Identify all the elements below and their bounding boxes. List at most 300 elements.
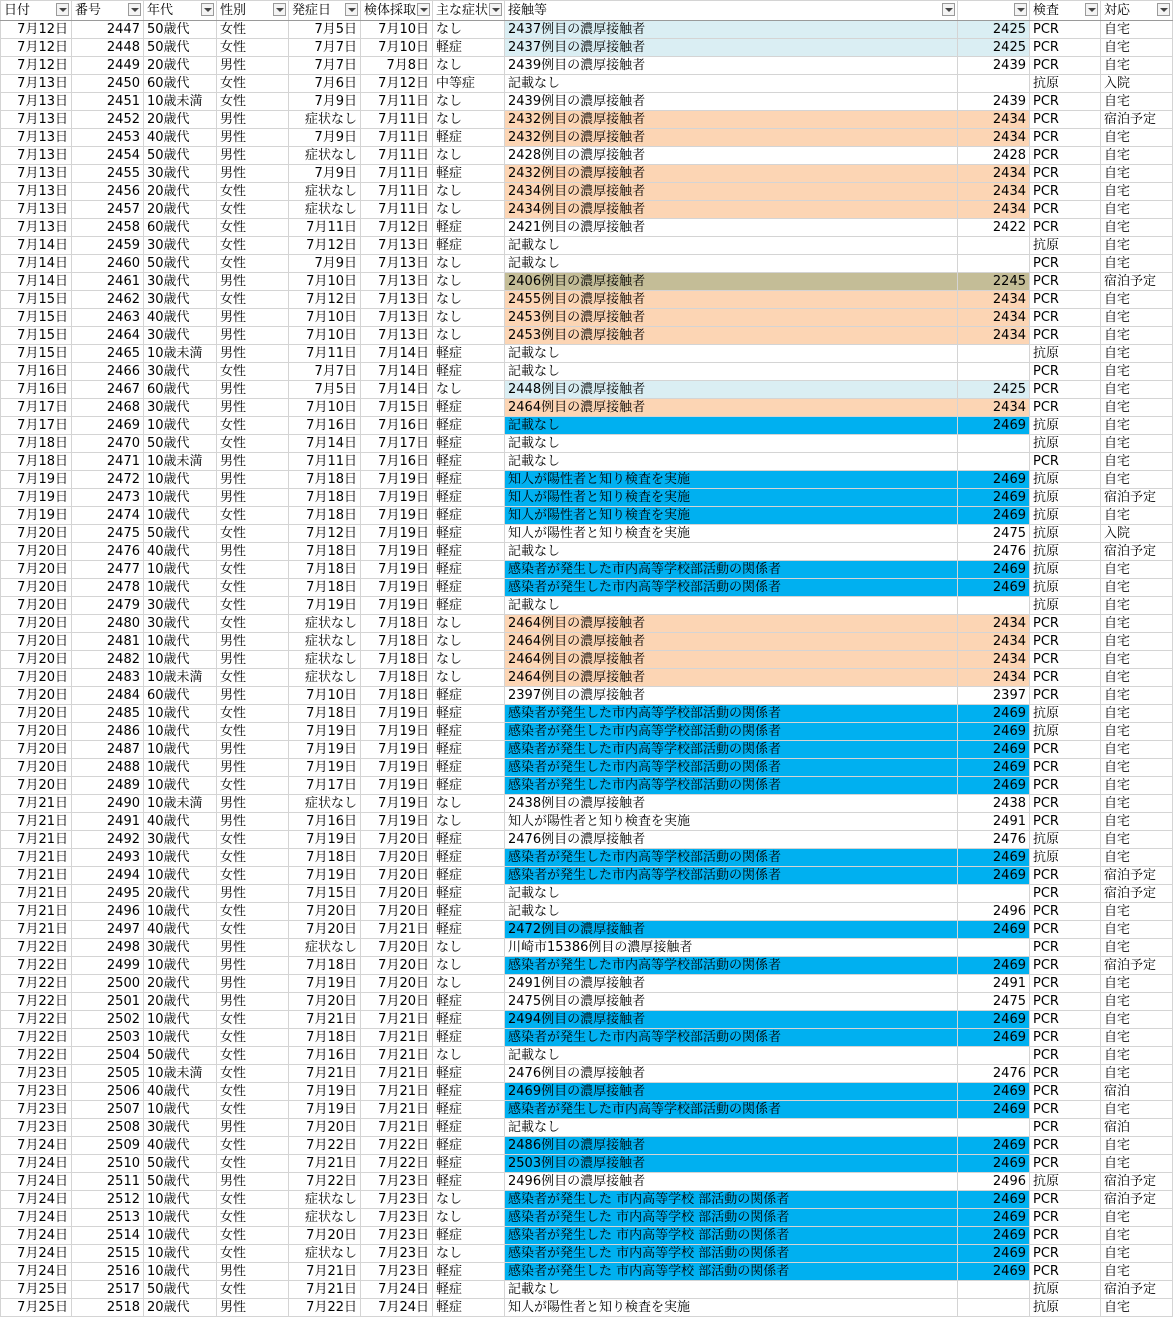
- cell-ref[interactable]: 2491: [958, 813, 1030, 831]
- cell-number[interactable]: 2497: [72, 921, 144, 939]
- cell-age[interactable]: 10歳代: [144, 1227, 217, 1245]
- cell-sample-date[interactable]: 7月13日: [361, 273, 433, 291]
- cell-sample-date[interactable]: 7月23日: [361, 1245, 433, 1263]
- cell-test[interactable]: PCR: [1030, 453, 1101, 471]
- cell-number[interactable]: 2512: [72, 1191, 144, 1209]
- cell-test[interactable]: PCR: [1030, 1245, 1101, 1263]
- cell-contact[interactable]: 2494例目の濃厚接触者: [505, 1011, 958, 1029]
- cell-response[interactable]: 自宅: [1101, 795, 1173, 813]
- cell-sex[interactable]: 男性: [217, 489, 289, 507]
- cell-age[interactable]: 40歳代: [144, 309, 217, 327]
- cell-number[interactable]: 2516: [72, 1263, 144, 1281]
- cell-symptom[interactable]: なし: [433, 57, 505, 75]
- cell-response[interactable]: 宿泊予定: [1101, 111, 1173, 129]
- cell-sample-date[interactable]: 7月18日: [361, 615, 433, 633]
- cell-contact[interactable]: 感染者が発生した市内高等学校部活動の関係者: [505, 849, 958, 867]
- cell-contact[interactable]: 感染者が発生した市内高等学校部活動の関係者: [505, 561, 958, 579]
- cell-ref[interactable]: [958, 597, 1030, 615]
- cell-sex[interactable]: 男性: [217, 1299, 289, 1317]
- cell-sex[interactable]: 女性: [217, 1191, 289, 1209]
- cell-date[interactable]: 7月22日: [1, 1047, 72, 1065]
- cell-sex[interactable]: 女性: [217, 21, 289, 39]
- cell-response[interactable]: 入院: [1101, 525, 1173, 543]
- cell-number[interactable]: 2515: [72, 1245, 144, 1263]
- cell-contact[interactable]: 2438例目の濃厚接触者: [505, 795, 958, 813]
- cell-ref[interactable]: [958, 363, 1030, 381]
- cell-ref[interactable]: 2434: [958, 615, 1030, 633]
- cell-onset[interactable]: 症状なし: [289, 633, 361, 651]
- cell-date[interactable]: 7月20日: [1, 651, 72, 669]
- cell-age[interactable]: 10歳代: [144, 633, 217, 651]
- cell-ref[interactable]: 2469: [958, 1155, 1030, 1173]
- cell-contact[interactable]: 記載なし: [505, 1047, 958, 1065]
- cell-sex[interactable]: 男性: [217, 147, 289, 165]
- cell-contact[interactable]: 2432例目の濃厚接触者: [505, 129, 958, 147]
- cell-date[interactable]: 7月12日: [1, 21, 72, 39]
- cell-onset[interactable]: 7月22日: [289, 1137, 361, 1155]
- cell-test[interactable]: PCR: [1030, 975, 1101, 993]
- cell-onset[interactable]: 症状なし: [289, 1245, 361, 1263]
- cell-response[interactable]: 自宅: [1101, 669, 1173, 687]
- cell-sample-date[interactable]: 7月13日: [361, 237, 433, 255]
- cell-date[interactable]: 7月20日: [1, 669, 72, 687]
- cell-date[interactable]: 7月21日: [1, 867, 72, 885]
- cell-contact[interactable]: 2437例目の濃厚接触者: [505, 21, 958, 39]
- cell-number[interactable]: 2501: [72, 993, 144, 1011]
- cell-contact[interactable]: 2453例目の濃厚接触者: [505, 327, 958, 345]
- cell-response[interactable]: 入院: [1101, 75, 1173, 93]
- cell-sex[interactable]: 女性: [217, 183, 289, 201]
- cell-symptom[interactable]: なし: [433, 327, 505, 345]
- cell-sample-date[interactable]: 7月19日: [361, 561, 433, 579]
- cell-ref[interactable]: 2469: [958, 1137, 1030, 1155]
- cell-ref[interactable]: 2469: [958, 723, 1030, 741]
- cell-sex[interactable]: 男性: [217, 741, 289, 759]
- cell-sample-date[interactable]: 7月19日: [361, 795, 433, 813]
- cell-response[interactable]: 自宅: [1101, 903, 1173, 921]
- cell-onset[interactable]: 7月19日: [289, 831, 361, 849]
- cell-sample-date[interactable]: 7月20日: [361, 993, 433, 1011]
- cell-sample-date[interactable]: 7月19日: [361, 777, 433, 795]
- cell-age[interactable]: 10歳代: [144, 507, 217, 525]
- cell-symptom[interactable]: なし: [433, 615, 505, 633]
- cell-response[interactable]: 自宅: [1101, 39, 1173, 57]
- cell-number[interactable]: 2511: [72, 1173, 144, 1191]
- cell-contact[interactable]: 2464例目の濃厚接触者: [505, 669, 958, 687]
- cell-age[interactable]: 30歳代: [144, 615, 217, 633]
- cell-date[interactable]: 7月24日: [1, 1227, 72, 1245]
- cell-sample-date[interactable]: 7月15日: [361, 399, 433, 417]
- cell-response[interactable]: 自宅: [1101, 921, 1173, 939]
- cell-test[interactable]: PCR: [1030, 1137, 1101, 1155]
- cell-number[interactable]: 2485: [72, 705, 144, 723]
- cell-age[interactable]: 10歳代: [144, 903, 217, 921]
- cell-contact[interactable]: 感染者が発生した市内高等学校部活動の関係者: [505, 1029, 958, 1047]
- cell-symptom[interactable]: なし: [433, 813, 505, 831]
- cell-contact[interactable]: 2486例目の濃厚接触者: [505, 1137, 958, 1155]
- cell-sample-date[interactable]: 7月19日: [361, 759, 433, 777]
- cell-test[interactable]: 抗原: [1030, 597, 1101, 615]
- cell-age[interactable]: 30歳代: [144, 327, 217, 345]
- cell-number[interactable]: 2484: [72, 687, 144, 705]
- cell-test[interactable]: PCR: [1030, 1209, 1101, 1227]
- cell-date[interactable]: 7月21日: [1, 903, 72, 921]
- cell-ref[interactable]: 2434: [958, 399, 1030, 417]
- cell-number[interactable]: 2463: [72, 309, 144, 327]
- cell-onset[interactable]: 7月10日: [289, 327, 361, 345]
- cell-onset[interactable]: 7月9日: [289, 93, 361, 111]
- cell-sex[interactable]: 男性: [217, 543, 289, 561]
- cell-onset[interactable]: 7月21日: [289, 1155, 361, 1173]
- cell-response[interactable]: 宿泊予定: [1101, 867, 1173, 885]
- cell-sample-date[interactable]: 7月23日: [361, 1263, 433, 1281]
- cell-onset[interactable]: 7月19日: [289, 1083, 361, 1101]
- cell-ref[interactable]: 2434: [958, 327, 1030, 345]
- cell-response[interactable]: 自宅: [1101, 561, 1173, 579]
- cell-symptom[interactable]: なし: [433, 309, 505, 327]
- cell-contact[interactable]: 記載なし: [505, 1281, 958, 1299]
- cell-date[interactable]: 7月20日: [1, 543, 72, 561]
- cell-number[interactable]: 2465: [72, 345, 144, 363]
- cell-symptom[interactable]: 軽症: [433, 1065, 505, 1083]
- cell-age[interactable]: 60歳代: [144, 219, 217, 237]
- cell-contact[interactable]: 2503例目の濃厚接触者: [505, 1155, 958, 1173]
- cell-date[interactable]: 7月15日: [1, 291, 72, 309]
- cell-response[interactable]: 自宅: [1101, 849, 1173, 867]
- cell-date[interactable]: 7月20日: [1, 615, 72, 633]
- cell-sample-date[interactable]: 7月13日: [361, 309, 433, 327]
- cell-ref[interactable]: 2469: [958, 777, 1030, 795]
- cell-date[interactable]: 7月22日: [1, 993, 72, 1011]
- cell-number[interactable]: 2499: [72, 957, 144, 975]
- header-sample-date[interactable]: [361, 1, 433, 21]
- cell-contact[interactable]: 2432例目の濃厚接触者: [505, 165, 958, 183]
- cell-ref[interactable]: [958, 1281, 1030, 1299]
- cell-sex[interactable]: 女性: [217, 1227, 289, 1245]
- cell-onset[interactable]: 7月18日: [289, 1029, 361, 1047]
- header-symptom[interactable]: [433, 1, 505, 21]
- cell-test[interactable]: PCR: [1030, 57, 1101, 75]
- cell-ref[interactable]: 2475: [958, 993, 1030, 1011]
- cell-symptom[interactable]: なし: [433, 795, 505, 813]
- cell-contact[interactable]: 感染者が発生した市内高等学校部活動の関係者: [505, 579, 958, 597]
- cell-sample-date[interactable]: 7月11日: [361, 111, 433, 129]
- filter-dropdown-icon[interactable]: [1085, 3, 1098, 16]
- cell-response[interactable]: 自宅: [1101, 1065, 1173, 1083]
- cell-response[interactable]: 宿泊予定: [1101, 1281, 1173, 1299]
- cell-contact[interactable]: 2476例目の濃厚接触者: [505, 1065, 958, 1083]
- cell-contact[interactable]: 2421例目の濃厚接触者: [505, 219, 958, 237]
- cell-date[interactable]: 7月15日: [1, 309, 72, 327]
- cell-contact[interactable]: 2439例目の濃厚接触者: [505, 57, 958, 75]
- cell-contact[interactable]: 2464例目の濃厚接触者: [505, 399, 958, 417]
- cell-test[interactable]: 抗原: [1030, 345, 1101, 363]
- cell-number[interactable]: 2500: [72, 975, 144, 993]
- cell-date[interactable]: 7月18日: [1, 435, 72, 453]
- cell-symptom[interactable]: 軽症: [433, 921, 505, 939]
- cell-date[interactable]: 7月15日: [1, 327, 72, 345]
- cell-response[interactable]: 自宅: [1101, 471, 1173, 489]
- cell-sample-date[interactable]: 7月19日: [361, 507, 433, 525]
- cell-symptom[interactable]: なし: [433, 957, 505, 975]
- cell-age[interactable]: 30歳代: [144, 291, 217, 309]
- filter-dropdown-icon[interactable]: [56, 3, 69, 16]
- cell-age[interactable]: 10歳未満: [144, 453, 217, 471]
- cell-number[interactable]: 2451: [72, 93, 144, 111]
- cell-response[interactable]: 自宅: [1101, 327, 1173, 345]
- cell-sample-date[interactable]: 7月24日: [361, 1299, 433, 1317]
- cell-ref[interactable]: [958, 75, 1030, 93]
- filter-dropdown-icon[interactable]: [345, 3, 358, 16]
- cell-test[interactable]: PCR: [1030, 903, 1101, 921]
- cell-contact[interactable]: 川崎市15386例目の濃厚接触者: [505, 939, 958, 957]
- cell-number[interactable]: 2481: [72, 633, 144, 651]
- cell-contact[interactable]: 記載なし: [505, 363, 958, 381]
- cell-test[interactable]: PCR: [1030, 21, 1101, 39]
- cell-sample-date[interactable]: 7月18日: [361, 633, 433, 651]
- cell-symptom[interactable]: 軽症: [433, 1227, 505, 1245]
- cell-onset[interactable]: 7月19日: [289, 759, 361, 777]
- cell-age[interactable]: 50歳代: [144, 1173, 217, 1191]
- cell-date[interactable]: 7月20日: [1, 597, 72, 615]
- cell-number[interactable]: 2505: [72, 1065, 144, 1083]
- cell-age[interactable]: 30歳代: [144, 273, 217, 291]
- cell-contact[interactable]: 感染者が発生した 市内高等学校 部活動の関係者: [505, 1245, 958, 1263]
- cell-test[interactable]: PCR: [1030, 759, 1101, 777]
- cell-number[interactable]: 2514: [72, 1227, 144, 1245]
- cell-onset[interactable]: 7月18日: [289, 543, 361, 561]
- cell-sample-date[interactable]: 7月20日: [361, 867, 433, 885]
- cell-response[interactable]: 自宅: [1101, 687, 1173, 705]
- cell-symptom[interactable]: なし: [433, 651, 505, 669]
- cell-date[interactable]: 7月24日: [1, 1263, 72, 1281]
- cell-age[interactable]: 30歳代: [144, 363, 217, 381]
- cell-symptom[interactable]: 軽症: [433, 345, 505, 363]
- cell-test[interactable]: PCR: [1030, 1047, 1101, 1065]
- cell-sample-date[interactable]: 7月21日: [361, 1119, 433, 1137]
- cell-test[interactable]: 抗原: [1030, 705, 1101, 723]
- cell-age[interactable]: 30歳代: [144, 831, 217, 849]
- cell-age[interactable]: 10歳代: [144, 1029, 217, 1047]
- cell-test[interactable]: 抗原: [1030, 435, 1101, 453]
- cell-onset[interactable]: 7月18日: [289, 561, 361, 579]
- cell-symptom[interactable]: 軽症: [433, 471, 505, 489]
- cell-onset[interactable]: 7月19日: [289, 723, 361, 741]
- cell-contact[interactable]: 2469例目の濃厚接触者: [505, 1083, 958, 1101]
- cell-response[interactable]: 自宅: [1101, 435, 1173, 453]
- cell-sample-date[interactable]: 7月23日: [361, 1209, 433, 1227]
- cell-date[interactable]: 7月21日: [1, 921, 72, 939]
- cell-ref[interactable]: 2469: [958, 1263, 1030, 1281]
- cell-response[interactable]: 自宅: [1101, 831, 1173, 849]
- cell-ref[interactable]: 2425: [958, 381, 1030, 399]
- cell-sample-date[interactable]: 7月20日: [361, 957, 433, 975]
- cell-date[interactable]: 7月12日: [1, 57, 72, 75]
- cell-response[interactable]: 自宅: [1101, 579, 1173, 597]
- cell-sex[interactable]: 女性: [217, 1155, 289, 1173]
- cell-sex[interactable]: 女性: [217, 219, 289, 237]
- cell-test[interactable]: 抗原: [1030, 417, 1101, 435]
- cell-response[interactable]: 宿泊予定: [1101, 957, 1173, 975]
- cell-test[interactable]: PCR: [1030, 1263, 1101, 1281]
- cell-onset[interactable]: 7月21日: [289, 1281, 361, 1299]
- cell-ref[interactable]: 2469: [958, 1011, 1030, 1029]
- cell-onset[interactable]: 症状なし: [289, 201, 361, 219]
- filter-dropdown-icon[interactable]: [201, 3, 214, 16]
- cell-number[interactable]: 2464: [72, 327, 144, 345]
- cell-response[interactable]: 自宅: [1101, 1263, 1173, 1281]
- cell-contact[interactable]: 2437例目の濃厚接触者: [505, 39, 958, 57]
- cell-symptom[interactable]: なし: [433, 633, 505, 651]
- cell-sample-date[interactable]: 7月18日: [361, 687, 433, 705]
- cell-response[interactable]: 自宅: [1101, 183, 1173, 201]
- cell-test[interactable]: PCR: [1030, 219, 1101, 237]
- cell-sex[interactable]: 女性: [217, 525, 289, 543]
- filter-dropdown-icon[interactable]: [417, 3, 430, 16]
- cell-symptom[interactable]: 軽症: [433, 1263, 505, 1281]
- cell-sample-date[interactable]: 7月13日: [361, 255, 433, 273]
- header-test[interactable]: [1030, 1, 1101, 21]
- cell-sample-date[interactable]: 7月11日: [361, 201, 433, 219]
- cell-sex[interactable]: 女性: [217, 849, 289, 867]
- cell-ref[interactable]: 2469: [958, 1083, 1030, 1101]
- header-contact[interactable]: [505, 1, 958, 21]
- cell-sex[interactable]: 女性: [217, 1065, 289, 1083]
- cell-ref[interactable]: 2496: [958, 1173, 1030, 1191]
- cell-ref[interactable]: 2476: [958, 831, 1030, 849]
- cell-symptom[interactable]: 軽症: [433, 237, 505, 255]
- cell-sample-date[interactable]: 7月8日: [361, 57, 433, 75]
- cell-number[interactable]: 2517: [72, 1281, 144, 1299]
- cell-onset[interactable]: 7月16日: [289, 813, 361, 831]
- cell-sex[interactable]: 男性: [217, 957, 289, 975]
- cell-age[interactable]: 20歳代: [144, 1299, 217, 1317]
- header-sex[interactable]: [217, 1, 289, 21]
- cell-response[interactable]: 自宅: [1101, 1299, 1173, 1317]
- cell-contact[interactable]: 知人が陽性者と知り検査を実施: [505, 813, 958, 831]
- cell-sex[interactable]: 男性: [217, 1263, 289, 1281]
- cell-test[interactable]: PCR: [1030, 687, 1101, 705]
- cell-number[interactable]: 2513: [72, 1209, 144, 1227]
- cell-symptom[interactable]: 軽症: [433, 417, 505, 435]
- cell-sex[interactable]: 男性: [217, 633, 289, 651]
- cell-symptom[interactable]: 軽症: [433, 1137, 505, 1155]
- cell-ref[interactable]: 2469: [958, 1191, 1030, 1209]
- cell-onset[interactable]: 7月18日: [289, 489, 361, 507]
- cell-date[interactable]: 7月13日: [1, 219, 72, 237]
- cell-symptom[interactable]: 軽症: [433, 399, 505, 417]
- cell-symptom[interactable]: 軽症: [433, 453, 505, 471]
- cell-response[interactable]: 自宅: [1101, 615, 1173, 633]
- cell-sample-date[interactable]: 7月19日: [361, 579, 433, 597]
- filter-dropdown-icon[interactable]: [128, 3, 141, 16]
- cell-age[interactable]: 10歳代: [144, 579, 217, 597]
- cell-contact[interactable]: 感染者が発生した市内高等学校部活動の関係者: [505, 759, 958, 777]
- cell-test[interactable]: PCR: [1030, 1119, 1101, 1137]
- cell-contact[interactable]: 記載なし: [505, 75, 958, 93]
- cell-ref[interactable]: 2491: [958, 975, 1030, 993]
- cell-date[interactable]: 7月16日: [1, 363, 72, 381]
- cell-contact[interactable]: 2428例目の濃厚接触者: [505, 147, 958, 165]
- cell-number[interactable]: 2454: [72, 147, 144, 165]
- cell-date[interactable]: 7月24日: [1, 1209, 72, 1227]
- cell-contact[interactable]: 2464例目の濃厚接触者: [505, 615, 958, 633]
- cell-test[interactable]: 抗原: [1030, 561, 1101, 579]
- cell-sex[interactable]: 男性: [217, 759, 289, 777]
- cell-onset[interactable]: 7月10日: [289, 687, 361, 705]
- cell-sample-date[interactable]: 7月22日: [361, 1137, 433, 1155]
- filter-dropdown-icon[interactable]: [489, 3, 502, 16]
- cell-contact[interactable]: 知人が陽性者と知り検査を実施: [505, 525, 958, 543]
- cell-test[interactable]: PCR: [1030, 201, 1101, 219]
- cell-age[interactable]: 50歳代: [144, 1047, 217, 1065]
- cell-sex[interactable]: 女性: [217, 291, 289, 309]
- cell-date[interactable]: 7月22日: [1, 975, 72, 993]
- cell-ref[interactable]: 2425: [958, 21, 1030, 39]
- cell-contact[interactable]: 感染者が発生した市内高等学校部活動の関係者: [505, 1101, 958, 1119]
- cell-date[interactable]: 7月23日: [1, 1101, 72, 1119]
- cell-date[interactable]: 7月14日: [1, 273, 72, 291]
- cell-sample-date[interactable]: 7月19日: [361, 705, 433, 723]
- cell-symptom[interactable]: なし: [433, 21, 505, 39]
- cell-onset[interactable]: 7月12日: [289, 525, 361, 543]
- cell-date[interactable]: 7月23日: [1, 1065, 72, 1083]
- cell-symptom[interactable]: なし: [433, 291, 505, 309]
- cell-test[interactable]: PCR: [1030, 399, 1101, 417]
- cell-test[interactable]: PCR: [1030, 1065, 1101, 1083]
- cell-symptom[interactable]: なし: [433, 273, 505, 291]
- cell-response[interactable]: 自宅: [1101, 309, 1173, 327]
- cell-test[interactable]: 抗原: [1030, 831, 1101, 849]
- cell-ref[interactable]: [958, 453, 1030, 471]
- filter-dropdown-icon[interactable]: [942, 3, 955, 16]
- cell-age[interactable]: 60歳代: [144, 75, 217, 93]
- cell-contact[interactable]: 感染者が発生した市内高等学校部活動の関係者: [505, 867, 958, 885]
- cell-sex[interactable]: 男性: [217, 345, 289, 363]
- cell-date[interactable]: 7月20日: [1, 705, 72, 723]
- cell-number[interactable]: 2478: [72, 579, 144, 597]
- cell-response[interactable]: 自宅: [1101, 741, 1173, 759]
- cell-symptom[interactable]: 中等症: [433, 75, 505, 93]
- cell-date[interactable]: 7月13日: [1, 111, 72, 129]
- cell-number[interactable]: 2482: [72, 651, 144, 669]
- cell-onset[interactable]: 症状なし: [289, 183, 361, 201]
- cell-sample-date[interactable]: 7月20日: [361, 939, 433, 957]
- cell-age[interactable]: 40歳代: [144, 1083, 217, 1101]
- cell-sex[interactable]: 男性: [217, 309, 289, 327]
- cell-test[interactable]: PCR: [1030, 1191, 1101, 1209]
- cell-response[interactable]: 自宅: [1101, 237, 1173, 255]
- cell-age[interactable]: 10歳代: [144, 489, 217, 507]
- cell-sex[interactable]: 女性: [217, 1281, 289, 1299]
- cell-sample-date[interactable]: 7月11日: [361, 165, 433, 183]
- cell-ref[interactable]: 2428: [958, 147, 1030, 165]
- cell-age[interactable]: 40歳代: [144, 129, 217, 147]
- cell-onset[interactable]: 症状なし: [289, 615, 361, 633]
- cell-sex[interactable]: 女性: [217, 1209, 289, 1227]
- cell-onset[interactable]: 7月5日: [289, 21, 361, 39]
- cell-onset[interactable]: 7月17日: [289, 777, 361, 795]
- cell-test[interactable]: PCR: [1030, 921, 1101, 939]
- cell-response[interactable]: 自宅: [1101, 453, 1173, 471]
- cell-number[interactable]: 2490: [72, 795, 144, 813]
- cell-sample-date[interactable]: 7月14日: [361, 381, 433, 399]
- cell-ref[interactable]: 2469: [958, 579, 1030, 597]
- cell-test[interactable]: 抗原: [1030, 489, 1101, 507]
- cell-response[interactable]: 自宅: [1101, 165, 1173, 183]
- cell-onset[interactable]: 症状なし: [289, 147, 361, 165]
- cell-onset[interactable]: 7月11日: [289, 345, 361, 363]
